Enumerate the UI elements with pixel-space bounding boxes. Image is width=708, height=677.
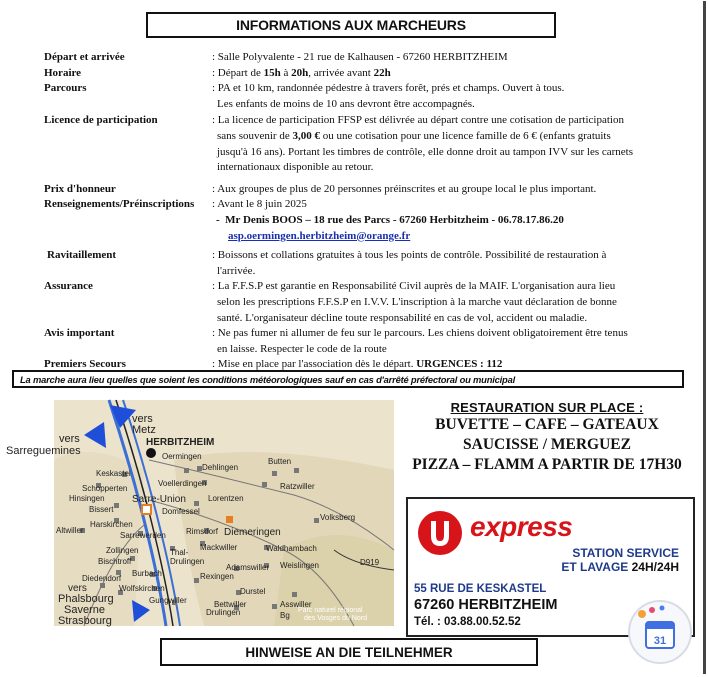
map-label-waldhambach: Waldhambach [266,544,317,553]
map-label-vers-sarreguemines-1: vers [59,433,80,445]
map-label-rexingen: Rexingen [200,572,234,581]
map-label-hinsingen: Hinsingen [69,494,105,503]
info-row-renseignements: Renseignements/Préinscriptions : Avant le 8 juin 2025 - Mr Denis BOOS – 18 rue des Parcs - 67260 Herbitzheim - 06.78.17.86.20 asp.oermingen.herbitzheim@orange.fr [44,198,564,242]
map-label-vers-phalsbourg-3: Saverne [64,604,105,616]
email-link[interactable]: asp.oermingen.herbitzheim@orange.fr [228,229,411,242]
calendar-icon [630,602,690,662]
map-label-weislingen: Weislingen [280,561,319,570]
info-row-licence: Licence de participation : La licence de participation FFSP est délivrée au départ contre une cotisation de participation sans souvenir de 3,00 € ou une cotisation pour une licence famille de 6 € (enfants gratuits jusqu'à 16 ans). Portant les timbres de contrôle, elle donne droit au tampon IVV sur les carnets internationaux disponible au retour. [44,114,634,174]
map-label-dehlingen: Dehlingen [202,463,239,472]
map-label-bissert: Bissert [89,505,114,514]
map-label-thal-drulingen-2: Drulingen [170,557,205,566]
map-label-parc-2: des Vosges du Nord [304,615,368,622]
map-label-keskastel: Keskastel [96,469,131,478]
info-row-avis: Avis important : Ne pas fumer ni allumer de feu sur le parcours. Les chiens doivent obligatoirement être tenus en laisse. Respecter le code de la route [44,327,628,355]
map-label-ratzwiller: Ratzwiller [280,482,315,491]
restauration-block: RESTAURATION SUR PLACE : BUVETTE – CAFE – GATEAUX SAUCISSE / MERGUEZ PIZZA – FLAMM A PARTIR DE 17H30 [412,400,682,473]
map-label-vers-metz-1: vers [132,413,153,425]
map-label-vers-metz-2: Metz [132,424,156,436]
u-express-address-1: 55 RUE DE KESKASTEL [414,583,547,595]
map-label-gungwiller: Gungwiller [149,596,187,605]
info-row-parcours: Parcours : PA et 10 km, randonnée pédestre à travers forêt, prés et champs. Ouvert à tous. Les enfants de moins de 10 ans devront être accompagnés. [44,82,565,110]
u-logo-icon [416,509,464,557]
map-label-vers-phalsbourg-2: Phalsbourg [58,593,114,605]
map-svg [6,400,394,627]
u-express-address-2: 67260 HERBITZHEIM [414,597,558,613]
map-label-lorentzen: Lorentzen [208,494,244,503]
map-label-zollingen: Zollingen [106,546,139,555]
calendar-day: 31 [653,635,667,647]
herbitzheim-marker-icon [146,448,156,458]
map-label-diedendorf: Diedendorf [82,574,122,583]
map-label-parc-1: Parc naturel régional [298,607,363,614]
map-label-altwiller: Altwiller [56,526,84,535]
map-label-butten: Butten [268,457,292,466]
map-label-adamswiller: Adamswiller [226,563,270,572]
contact-text: Mr Denis BOOS – 18 rue des Parcs - 67260 Herbitzheim - 06.78.17.86.20 [225,213,564,226]
map-label-bettwiller: Bettwiller [214,600,247,609]
map-label-durstel: Durstel [240,587,266,596]
map-label-sarre-union: Sarre-Union [132,494,186,505]
map-label-asswiller: Asswiller [280,600,312,609]
info-row-depart: Départ et arrivée : Salle Polyvalente - 21 rue de Kalhausen - 67260 HERBITZHEIM [44,51,508,63]
u-express-phone: Tél. : 03.88.00.52.52 [414,616,521,628]
map-label-domfessel: Domfessel [162,507,200,516]
map-label-d919: D919 [360,558,380,567]
footer-title: HINWEISE AN DIE TEILNEHMER [160,638,538,666]
map-label-bischtroff: Bischtroff [98,557,132,566]
map-label-sarrewerden: Sarrewerden [120,531,166,540]
u-express-service: STATION SERVICE ET LAVAGE 24H/24H [561,546,679,574]
map-label-harskirchen: Harskirchen [90,520,133,529]
map-label-vers-sarreguemines-2: Sarreguemines [6,445,81,457]
info-row-secours: Premiers Secours : Mise en place par l'association dès le départ. URGENCES : 112 [44,358,503,371]
weather-notice: La marche aura lieu quelles que soient les conditions météorologiques sauf en cas d'arrêté préfectoral ou municipal [12,370,684,388]
info-section [44,50,664,373]
map-label-voellerdingen: Voellerdingen [158,479,207,488]
page-title: INFORMATIONS AUX MARCHEURS [146,12,556,38]
map-label-bg: Bg [280,611,290,620]
map-label-burbach: Burbach [132,569,162,578]
map-label-rimsdorf: Rimsdorf [186,527,219,536]
u-express-brand: express [470,511,573,542]
map-label-drulingen: Drulingen [206,608,241,617]
info-row-prix: Prix d'honneur : Aux groupes de plus de 20 personnes préinscrites et au groupe local le plus important. [44,182,597,195]
map-label-wolfskirchen: Wolfskirchen [119,584,165,593]
info-row-ravitaillement: Ravitaillement : Boissons et collations gratuites à tous les points de contrôle. Possibilité de restauration à l'arrivée. [47,249,607,277]
map-label-herbitzheim: HERBITZHEIM [146,437,215,448]
map-label-volksberg: Volksberg [320,513,356,522]
calendar-badge [628,600,692,664]
map-label-oermingen: Oermingen [162,452,202,461]
map-label-thal-drulingen-1: Thal- [170,548,189,557]
map-label-vers-phalsbourg-4: Strasbourg [58,615,112,627]
map-label-vers-phalsbourg-1: vers [68,583,87,594]
map-label-diemeringen: Diemeringen [224,527,281,538]
map-label-mackwiller: Mackwiller [200,543,238,552]
info-row-horaire: Horaire : Départ de 15h à 20h, arrivée avant 22h [44,66,391,79]
area-map [6,400,394,627]
info-row-assurance: Assurance : La F.F.S.P est garantie en Responsabilité Civil auprès de la MAIF. L'organisation aura lieu selon les prescriptions F.F.S.P en I.V.V. L'inscription à la marche vaut déclaration de bonne santé. L'organisateur décline toute responsabilité en cas de vol, accident ou maladie. [44,280,617,324]
map-label-schopperten: Schopperten [82,484,128,493]
